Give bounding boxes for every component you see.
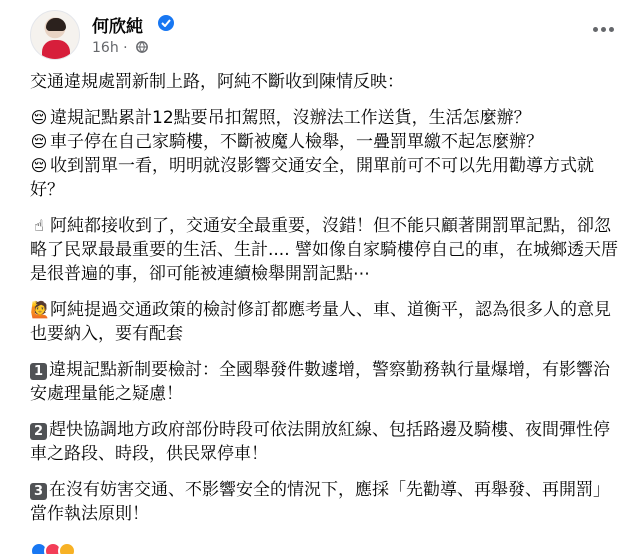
post-header <box>30 10 620 66</box>
author-name[interactable]: 何欣純 <box>92 17 143 37</box>
pensive-face-icon: 😔 <box>30 108 48 127</box>
reactions-bar[interactable] <box>30 542 626 554</box>
post-line <box>30 132 543 152</box>
raising-hand-icon: 🙋 <box>30 300 50 319</box>
pensive-face-icon: 😔 <box>30 156 48 175</box>
post-body <box>30 70 626 538</box>
post-text: 收到罰單一看，明明就沒影響交通安全，開單前可不可以先用勸導方式就好？ <box>30 156 594 200</box>
post-line <box>30 216 618 284</box>
post-paragraph <box>30 298 626 346</box>
author-avatar[interactable] <box>30 10 80 60</box>
post-paragraph <box>30 106 626 202</box>
more-dot-icon <box>593 27 598 32</box>
post-text: 趕快協調地方政府部份時段可依法開放紅線、包括路邊及騎樓、夜間彈性停車之路段、時段，供民眾停車！ <box>30 420 610 464</box>
avatar-hair <box>46 18 66 31</box>
post-text: 在沒有妨害交通、不影響安全的情況下，應採「先勸導、再舉發、再開罰」當作執法原則！ <box>30 480 610 524</box>
post-line <box>30 156 594 200</box>
post-text: 阿純都接收到了，交通安全最重要，沒錯！但不能只顧著開罰單記點，卻忽略了民眾最最重要的生活、生計.... 譬如像自家騎樓停自己的車，在城鄉透天厝是很普遍的事，卻可能被連續檢舉開罰記點⋯ <box>30 216 619 284</box>
post-text: 交通違規處罰新制上路，阿純不斷收到陳情反映： <box>30 72 404 92</box>
post-text: 違規記點新制要檢討：全國舉發件數遽增，警察勤務執行量爆增，有影響治安處理量能之疑慮！ <box>30 360 610 404</box>
post-line <box>30 108 531 128</box>
care-reaction-icon <box>58 542 76 554</box>
post-line <box>30 300 611 344</box>
post-paragraph <box>30 70 626 94</box>
post-paragraph <box>30 358 626 406</box>
keycap-3-icon: 3 <box>30 483 47 500</box>
post-line <box>30 72 404 92</box>
post-text: 阿純提過交通政策的檢討修訂都應考量人、車、道衡平，認為很多人的意見也要納入，要有配套 <box>30 300 611 344</box>
post-text: 車子停在自己家騎樓，不斷被魔人檢舉，一疊罰單繳不起怎麼辦？ <box>50 132 543 152</box>
post-paragraph <box>30 418 626 466</box>
post-line <box>30 420 610 464</box>
globe-icon <box>136 41 148 53</box>
more-options-button[interactable] <box>586 12 620 46</box>
pensive-face-icon: 😔 <box>30 132 48 151</box>
post-line <box>30 480 610 524</box>
avatar-shirt <box>42 40 70 60</box>
post-time[interactable]: 16h <box>92 40 119 56</box>
post-paragraph <box>30 478 626 526</box>
pointing-up-icon: ☝ <box>34 216 44 235</box>
keycap-1-icon: 1 <box>30 363 47 380</box>
post-line <box>30 360 610 404</box>
verified-badge-icon <box>158 15 174 31</box>
more-dot-icon <box>601 27 606 32</box>
post-text: 違規記點累計12點要吊扣駕照，沒辦法工作送貨，生活怎麼辦？ <box>50 108 531 128</box>
post-meta: 16h · <box>92 40 148 56</box>
more-dot-icon <box>609 27 614 32</box>
keycap-2-icon: 2 <box>30 423 47 440</box>
post-paragraph <box>30 214 626 286</box>
